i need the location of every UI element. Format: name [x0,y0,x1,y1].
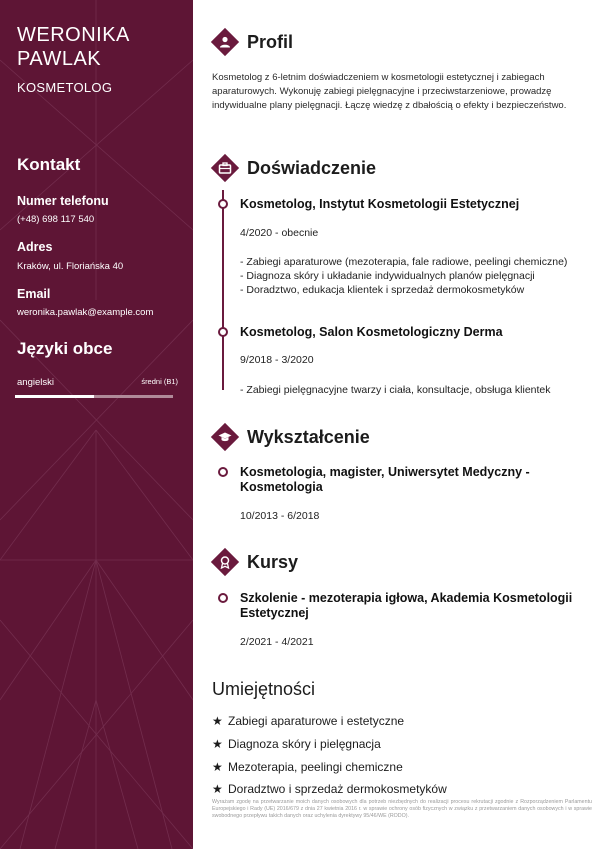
skill-item [212,782,447,796]
experience-heading: Doświadczenie [247,158,377,178]
skill-item [212,760,403,774]
language-proficiency-bar [15,395,173,398]
skill-label: Mezoterapia, peelingi chemiczne [228,760,403,774]
sidebar-geometric-pattern [0,0,193,849]
last-name: PAWLAK [17,48,102,70]
skill-item [212,737,381,751]
skill-item [212,714,404,728]
star-icon: ★ [212,760,223,774]
education-dates: 10/2013 - 6/2018 [240,510,320,522]
timeline-dot [218,199,228,209]
duty-item: - Zabiegi aparaturowe (mezoterapia, fale radiowe, peelingi chemiczne) [240,256,568,268]
courses-section-icon [212,549,238,575]
email-label: Email [17,287,51,301]
timeline-dot [218,467,228,477]
timeline-dot [218,327,228,337]
gdpr-consent-clause: Wyrażam zgodę na przetwarzanie moich danych osobowych dla potrzeb niezbędnych do realizacji procesu rekrutacji zgodnie z Rozporządzeniem Parlamentu Europejskiego i Rady (UE) 2016/679 z dnia 27 kwietnia 2016 r. w sprawie ochrony osób fizycznych w związku z przetwarzaniem danych osobowych i w sprawie swobodnego przepływu takich danych oraz uchylenia dyrektywy 95/46/WE (RODO). [212,799,592,820]
education-title: Kosmetologia, magister, Uniwersytet Medyczny - Kosmetologia [240,465,530,494]
experience-duties [240,383,585,397]
sidebar [0,0,193,849]
course-dates: 2/2021 - 4/2021 [240,636,314,648]
star-icon: ★ [212,782,223,796]
experience-timeline [222,190,224,390]
timeline-dot [218,593,228,603]
main-content [193,0,600,849]
duty-item: - Diagnoza skóry i układanie indywidualnych planów pielęgnacji [240,270,535,282]
language-level: średni (B1) [141,377,178,386]
address-label: Adres [17,240,53,254]
experience-section-icon [212,155,238,181]
contact-heading: Kontakt [17,155,81,174]
experience-dates: 9/2018 - 3/2020 [240,354,314,366]
skill-label: Diagnoza skóry i pielęgnacja [228,737,381,751]
skill-label: Doradztwo i sprzedaż dermokosmetyków [228,782,447,796]
courses-heading: Kursy [247,552,299,572]
email-value[interactable]: weronika.pawlak@example.com [17,307,154,318]
experience-dates: 4/2020 - obecnie [240,227,319,239]
experience-title: Kosmetolog, Salon Kosmetologiczny Derma [240,325,503,339]
language-name: angielski [17,377,54,388]
duty-item: - Zabiegi pielęgnacyjne twarzy i ciała, konsultacje, obsługa klientek [240,384,551,396]
first-name: WERONIKA [17,24,130,46]
duty-item: - Doradztwo, edukacja klientek i sprzedaż dermokosmetyków [240,284,525,296]
education-heading: Wykształcenie [247,427,370,447]
education-section-icon [212,424,238,450]
profile-summary: Kosmetolog z 6-letnim doświadczeniem w kosmetologii estetycznej i zabiegach aparaturowych. Wykonuję zabiegi pielęgnacyjne i przeciwstarzeniowe, prowadzę indywidualne plany pielęgnacji. Łączę wiedzę z dbałością o efekty i bezpieczeństwo. [212,72,567,111]
job-title: KOSMETOLOG [17,80,113,95]
course-title: Szkolenie - mezoterapia igłowa, Akademia Kosmetologii Estetycznej [240,591,573,620]
language-proficiency-fill [15,395,94,398]
graduation-cap-icon [218,430,232,444]
phone-label: Numer telefonu [17,194,109,208]
star-icon: ★ [212,714,223,728]
candidate-name [17,23,187,71]
profile-heading: Profil [247,32,294,52]
person-icon [218,35,232,49]
experience-title: Kosmetolog, Instytut Kosmetologii Estetycznej [240,197,520,211]
address-value: Kraków, ul. Floriańska 40 [17,261,124,272]
star-icon: ★ [212,737,223,751]
languages-heading: Języki obce [17,339,113,358]
skills-heading: Umiejętności [212,679,316,699]
briefcase-icon [218,161,232,175]
award-icon [218,555,232,569]
phone-value[interactable]: (+48) 698 117 540 [17,214,95,225]
experience-duties [240,255,585,297]
profile-section-icon [212,29,238,55]
skill-label: Zabiegi aparaturowe i estetyczne [228,714,405,728]
